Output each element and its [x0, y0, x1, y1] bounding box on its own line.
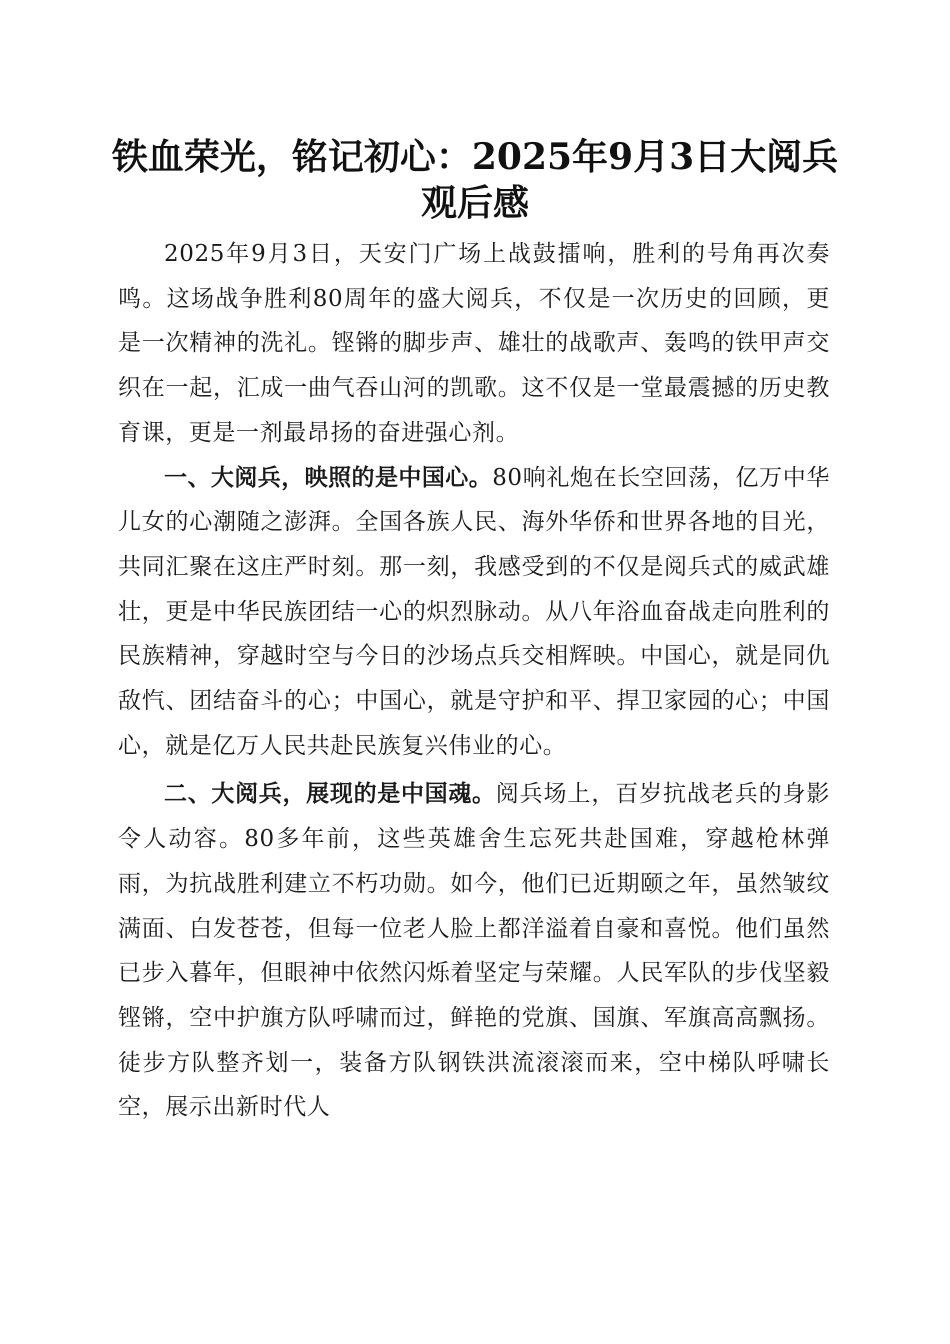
paragraph-section-2 — [118, 772, 830, 1130]
section-1-text: 80响礼炮在长空回荡，亿万中华儿女的心潮随之澎湃。全国各族人民、海外华侨和世界各地的目光，共同汇聚在这庄严时刻。那一刻，我感受到的不仅是阅兵式的威武雄壮，更是中华民族团结一心的炽烈脉动。从八年浴血奋战走向胜利的民族精神，穿越时空与今日的沙场点兵交相辉映。中国心，就是同仇敌忾、团结奋斗的心；中国心，就是守护和平、捍卫家园的心；中国心，就是亿万人民共赴民族复兴伟业的心。 — [118, 464, 830, 759]
section-2-text: 阅兵场上，百岁抗战老兵的身影令人动容。80多年前，这些英雄舍生忘死共赴国难，穿越枪林弹雨，为抗战胜利建立不朽功勋。如今，他们已近期颐之年，虽然皱纹满面、白发苍苍，但每一位老人脸上都洋溢着自豪和喜悦。他们虽然已步入暮年，但眼神中依然闪烁着坚定与荣耀。人民军队的步伐坚毅铿锵，空中护旗方队呼啸而过，鲜艳的党旗、国旗、军旗高高飘扬。徒步方队整齐划一，装备方队钢铁洪流滚滚而来，空中梯队呼啸长空，展示出新时代人 — [118, 781, 830, 1121]
paragraph-intro — [118, 232, 830, 456]
section-1-heading: 一、大阅兵，映照的是中国心。 — [164, 464, 493, 491]
document-body — [118, 232, 830, 1130]
paragraph-intro-text: 2025年9月3日，天安门广场上战鼓擂响，胜利的号角再次奏鸣。这场战争胜利80周年的盛大阅兵，不仅是一次历史的回顾，更是一次精神的洗礼。铿锵的脚步声、雄壮的战歌声、轰鸣的铁甲声交织在一起，汇成一曲气吞山河的凯歌。这不仅是一堂最震撼的历史教育课，更是一剂最昂扬的奋进强心剂。 — [118, 241, 830, 446]
document-title: 铁血荣光，铭记初心：2025年9月3日大阅兵观后感 — [111, 136, 839, 224]
section-2-heading: 二、大阅兵，展现的是中国魂。 — [164, 781, 496, 808]
paragraph-section-1 — [118, 456, 830, 769]
